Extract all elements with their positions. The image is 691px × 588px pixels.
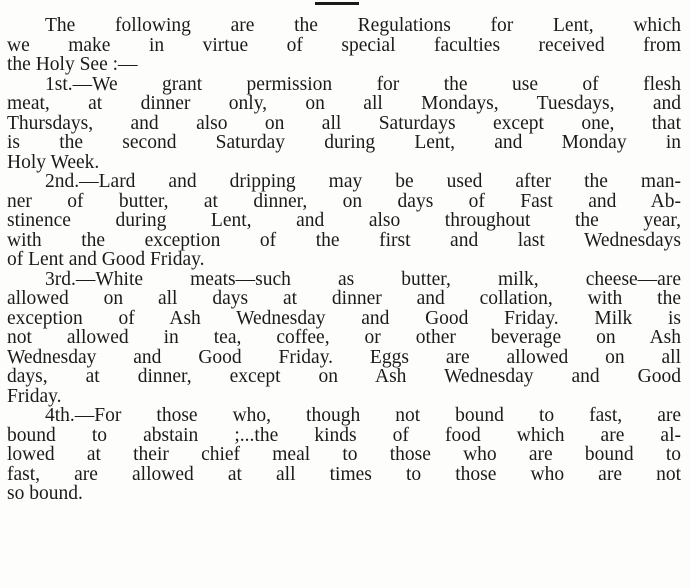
regulation-first	[7, 75, 681, 173]
text-line: 2nd.—Lard and dripping may be used after the man-	[45, 171, 681, 192]
text-line: allowed on all days at dinner and collation, with the	[7, 288, 681, 309]
text-line: 1st.—We grant permission for the use of flesh	[45, 73, 681, 95]
text-line: bound to abstain ;...the kinds of food which are al-	[7, 424, 681, 446]
text-line: fast, are allowed at all times to those who are not	[7, 463, 681, 485]
text-line: 4th.—For those who, though not bound to fast, are	[45, 405, 681, 426]
text-line: The following are the Regulations for Lent, which	[45, 15, 681, 36]
text-line: with the exception of the first and last Wednesdays	[7, 229, 681, 251]
text-line: Holy Week.	[7, 151, 100, 173]
text-line: stinence during Lent, and also throughout the year,	[7, 210, 681, 231]
lent-regulations-article	[7, 16, 681, 504]
text-line: lowed at their chief meal to those who are bound to	[7, 444, 681, 465]
intro-paragraph	[7, 16, 681, 75]
text-line: Thursdays, and also on all Saturdays except one, that	[7, 112, 681, 134]
regulation-fourth	[7, 406, 681, 504]
text-line: meat, at dinner only, on all Mondays, Tuesdays, and	[7, 93, 681, 114]
regulation-third	[7, 270, 681, 407]
text-line: days, at dinner, except on Ash Wednesday and Good	[7, 366, 681, 387]
text-line: 3rd.—White meats—such as butter, milk, cheese—are	[45, 268, 681, 290]
regulation-second	[7, 172, 681, 270]
text-line: of Lent and Good Friday.	[7, 249, 205, 270]
text-line: Wednesday and Good Friday. Eggs are allowed on all	[7, 346, 681, 368]
text-line: we make in virtue of special faculties received from	[7, 34, 681, 56]
text-line: ner of butter, at dinner, on days of Fast and Ab-	[7, 190, 681, 212]
text-line: exception of Ash Wednesday and Good Friday. Milk is	[7, 307, 681, 329]
text-line: Friday.	[7, 385, 62, 407]
top-rule-divider	[315, 2, 359, 5]
text-line: the Holy See :—	[7, 54, 138, 75]
text-line: is the second Saturday during Lent, and Monday in	[7, 132, 681, 153]
text-line: not allowed in tea, coffee, or other beverage on Ash	[7, 327, 681, 348]
text-line: so bound.	[7, 483, 83, 504]
